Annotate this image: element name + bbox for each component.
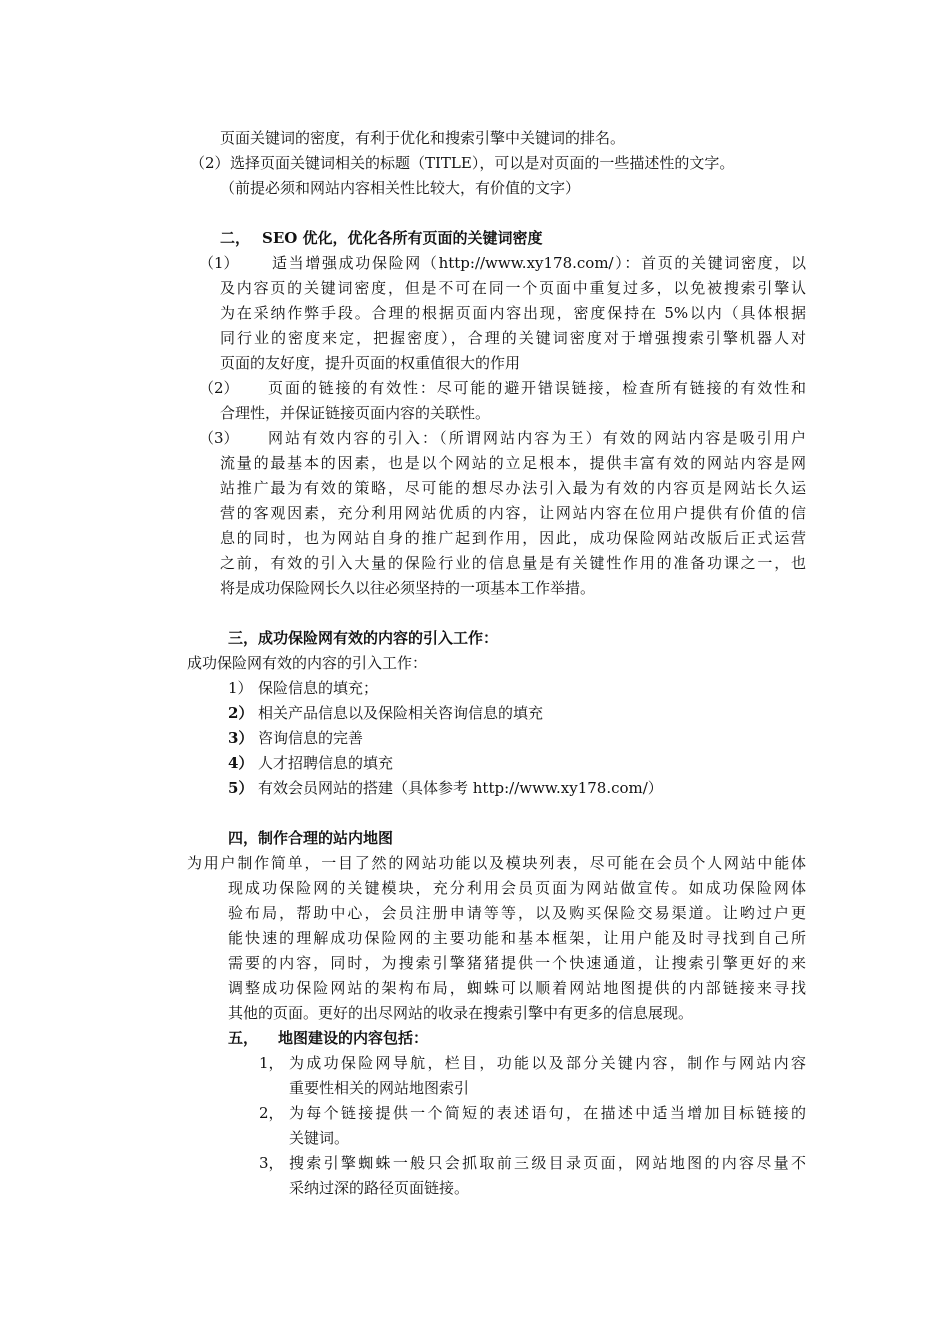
section-2-item-3-line: 之前，有效的引入大量的保险行业的信息量是有关键性作用的准备功课之一，也 <box>220 554 806 572</box>
section-3-item-number: 4） <box>228 754 254 772</box>
section-4-line: 验布局，帮助中心，会员注册申请等等，以及购买保险交易渠道。让哟过户更 <box>228 904 806 922</box>
section-2-item-3-label: （3） <box>199 429 239 447</box>
section-4-line: 为用户制作简单，一目了然的网站功能以及模块列表，尽可能在会员个人网站中能体 <box>187 854 806 872</box>
section-4-line: 调整成功保险网站的架构布局，蜘蛛可以顺着网站地图提供的内部链接来寻找 <box>228 979 806 997</box>
section-2-item-1-line: 页面的友好度，提升页面的权重值很大的作用 <box>220 354 521 372</box>
section-4-line: 其他的页面。更好的出尽网站的收录在搜索引擎中有更多的信息展现。 <box>228 1004 694 1022</box>
section-2-item-2-line: 合理性，并保证链接页面内容的关联性。 <box>220 404 491 422</box>
section-5-item-line: 搜索引擎蜘蛛一般只会抓取前三级目录页面，网站地图的内容尽量不 <box>289 1154 806 1172</box>
section-5-item-line: 为成功保险网导航，栏目，功能以及部分关键内容，制作与网站内容 <box>289 1054 806 1072</box>
section-2-item-1-line: 同行业的密度来定，把握密度），合理的关键词密度对于增强搜索引擎机器人对 <box>220 329 806 347</box>
section-2-item-1-line: 适当增强成功保险网（http://www.xy178.com/）：首页的关键词密度，以 <box>272 254 806 272</box>
section-3-item-text: 相关产品信息以及保险相关咨询信息的填充 <box>258 704 544 722</box>
section-4-heading: 四，制作合理的站内地图 <box>228 829 394 847</box>
section-3-item-number: 3） <box>228 729 254 747</box>
section-5-item-number: 2， <box>259 1104 284 1122</box>
section-2-item-3-line: 息的同时，也为网站自身的推广起到作用，因此，成功保险网站改版后正式运营 <box>220 529 806 547</box>
section-2-item-3-line: 网站有效内容的引入：（所谓网站内容为王）有效的网站内容是吸引用户 <box>268 429 806 447</box>
section-2-item-2-line: 页面的链接的有效性：尽可能的避开错误链接，检查所有链接的有效性和 <box>268 379 806 397</box>
section-5-item-number: 1， <box>259 1054 284 1072</box>
section-5-heading: 地图建设的内容包括： <box>278 1029 429 1047</box>
section-2-item-3-line: 营的客观因素，充分利用网站优质的内容，让网站内容在位用户提供有价值的信 <box>220 504 806 522</box>
section-5-item-line: 为每个链接提供一个简短的表述语句，在描述中适当增加目标链接的 <box>289 1104 806 1122</box>
section-5-item-line: 关键词。 <box>289 1129 350 1147</box>
intro-item-2-label: （2） <box>190 154 230 172</box>
section-4-line: 现成功保险网的关键模块，充分利用会员页面为网站做宣传。如成功保险网体 <box>228 879 806 897</box>
section-5-item-line: 采纳过深的路径页面链接。 <box>289 1179 470 1197</box>
intro-item-2-text: 选择页面关键词相关的标题（TITLE），可以是对页面的一些描述性的文字。 <box>230 154 735 172</box>
section-3-item-number: 1） <box>228 679 253 697</box>
section-3-item-text: 有效会员网站的搭建（具体参考 http://www.xy178.com/） <box>258 779 663 797</box>
section-2-item-2-label: （2） <box>199 379 239 397</box>
section-4-line: 能快速的理解成功保险网的主要功能和基本框架，让用户能及时寻找到自己所 <box>228 929 806 947</box>
section-2-heading: SEO 优化，优化各所有页面的关键词密度 <box>262 229 543 247</box>
section-5-item-line: 重要性相关的网站地图索引 <box>289 1079 470 1097</box>
section-3-heading: 三，成功保险网有效的内容的引入工作： <box>228 629 499 647</box>
section-3-item-number: 2） <box>228 704 254 722</box>
section-3-item-text: 保险信息的填充； <box>258 679 379 697</box>
section-5-item-number: 3， <box>259 1154 284 1172</box>
section-3-item-text: 咨询信息的完善 <box>258 729 364 747</box>
section-2-item-3-line: 流量的最基本的因素，也是以个网站的立足根本，提供丰富有效的网站内容是网 <box>220 454 806 472</box>
section-2-item-3-line: 站推广最为有效的策略，尽可能的想尽办法引入最为有效的内容页是网站长久运 <box>220 479 806 497</box>
section-3-item-text: 人才招聘信息的填充 <box>258 754 394 772</box>
section-3-intro: 成功保险网有效的内容的引入工作： <box>187 654 428 672</box>
section-2-item-1-line: 及内容页的关键词密度，但是不可在同一个页面中重复过多，以免被搜索引擎认 <box>220 279 806 297</box>
section-4-line: 需要的内容，同时，为搜索引擎猪猪提供一个快速通道，让搜索引擎更好的来 <box>228 954 806 972</box>
section-3-item-number: 5） <box>228 779 254 797</box>
intro-item-2-continuation: （前提必须和网站内容相关性比较大，有价值的文字） <box>220 179 581 197</box>
intro-line-1: 页面关键词的密度，有利于优化和搜索引擎中关键词的排名。 <box>220 129 626 147</box>
section-2-item-3-line: 将是成功保险网长久以往必须坚持的一项基本工作举措。 <box>220 579 596 597</box>
section-2-item-1-label: （1） <box>199 254 239 272</box>
section-5-heading-number: 五， <box>228 1029 259 1047</box>
section-2-heading-number: 二， <box>220 229 251 247</box>
section-2-item-1-line: 为在采纳作弊手段。合理的根据页面内容出现，密度保持在 5%以内（具体根据 <box>220 304 806 322</box>
